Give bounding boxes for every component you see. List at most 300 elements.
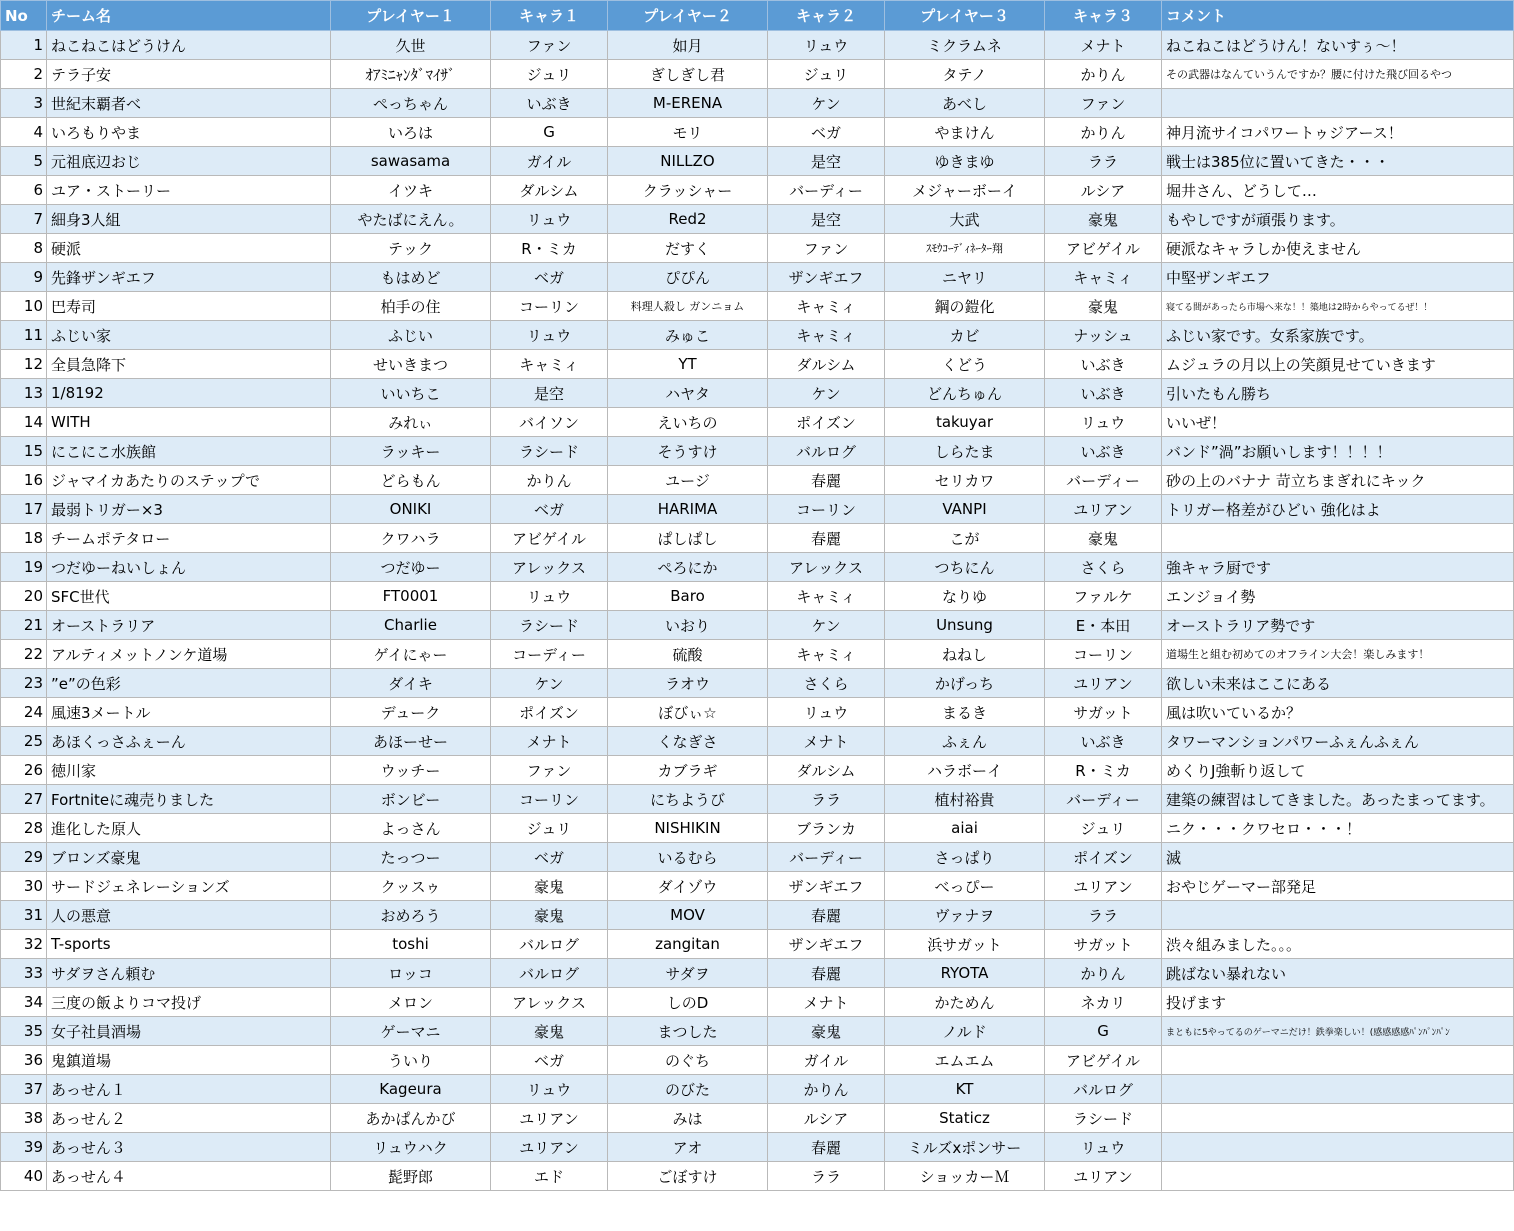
cell-no: 39	[1, 1133, 47, 1162]
cell-no: 9	[1, 263, 47, 292]
table-row	[1, 1017, 1514, 1046]
cell-character-1: いぶき	[491, 89, 608, 118]
cell-player-3: なりゆ	[885, 582, 1045, 611]
cell-no: 33	[1, 959, 47, 988]
table-row	[1, 89, 1514, 118]
cell-team-name: あっせん３	[47, 1133, 331, 1162]
cell-player-3: ヴァナヲ	[885, 901, 1045, 930]
cell-character-3: 豪鬼	[1045, 292, 1162, 321]
cell-team-name: 細身3人組	[47, 205, 331, 234]
cell-character-3: ルシア	[1045, 176, 1162, 205]
cell-player-3: ねねし	[885, 640, 1045, 669]
cell-character-3: ファン	[1045, 89, 1162, 118]
header-row	[1, 1, 1514, 31]
cell-team-name: 進化した原人	[47, 814, 331, 843]
cell-team-name: 女子社員酒場	[47, 1017, 331, 1046]
cell-character-2: ケン	[768, 379, 885, 408]
table-row	[1, 408, 1514, 437]
cell-player-1: どらもん	[331, 466, 491, 495]
cell-player-1: ういり	[331, 1046, 491, 1075]
table-row	[1, 292, 1514, 321]
cell-player-1: Kageura	[331, 1075, 491, 1104]
cell-character-1: コーリン	[491, 785, 608, 814]
header-player-1: プレイヤー１	[331, 1, 491, 31]
cell-player-2: クラッシャー	[608, 176, 768, 205]
cell-no: 15	[1, 437, 47, 466]
cell-player-2: ダイゾウ	[608, 872, 768, 901]
cell-character-3: ジュリ	[1045, 814, 1162, 843]
table-row	[1, 350, 1514, 379]
cell-player-3: ハラボーイ	[885, 756, 1045, 785]
cell-player-2: ぺろにか	[608, 553, 768, 582]
cell-comment: 欲しい未来はここにある	[1162, 669, 1514, 698]
cell-no: 19	[1, 553, 47, 582]
cell-character-1: ジュリ	[491, 60, 608, 89]
table-row	[1, 814, 1514, 843]
cell-player-1: デューク	[331, 698, 491, 727]
cell-player-1: ゲイにゃー	[331, 640, 491, 669]
cell-player-3: まるき	[885, 698, 1045, 727]
cell-no: 36	[1, 1046, 47, 1075]
cell-character-3: ファルケ	[1045, 582, 1162, 611]
cell-character-3: かりん	[1045, 118, 1162, 147]
cell-character-1: G	[491, 118, 608, 147]
cell-player-1: 柏手の住	[331, 292, 491, 321]
cell-comment	[1162, 1104, 1514, 1133]
cell-player-1: クワハラ	[331, 524, 491, 553]
cell-comment: ニク・・・クワセロ・・・！	[1162, 814, 1514, 843]
cell-character-2: 是空	[768, 147, 885, 176]
cell-no: 27	[1, 785, 47, 814]
cell-character-2: ザンギエフ	[768, 263, 885, 292]
table-row	[1, 959, 1514, 988]
cell-character-1: バイソン	[491, 408, 608, 437]
table-row	[1, 1133, 1514, 1162]
cell-comment	[1162, 524, 1514, 553]
cell-player-2: まつした	[608, 1017, 768, 1046]
cell-comment: もやしですが頑張ります。	[1162, 205, 1514, 234]
cell-no: 4	[1, 118, 47, 147]
cell-no: 20	[1, 582, 47, 611]
cell-comment: その武器はなんていうんですか？腰に付けた飛び回るやつ	[1162, 60, 1514, 89]
cell-comment: 投げます	[1162, 988, 1514, 1017]
cell-player-3: ゆきまゆ	[885, 147, 1045, 176]
cell-team-name: 元祖底辺おじ	[47, 147, 331, 176]
cell-player-1: やたばにえん。	[331, 205, 491, 234]
cell-no: 3	[1, 89, 47, 118]
cell-character-1: ベガ	[491, 495, 608, 524]
cell-comment: 戦士は385位に置いてきた・・・	[1162, 147, 1514, 176]
table-row	[1, 60, 1514, 89]
cell-player-3: ミルズxポンサー	[885, 1133, 1045, 1162]
cell-character-2: 春麗	[768, 524, 885, 553]
cell-player-3: ノルド	[885, 1017, 1045, 1046]
cell-comment: 跳ばない暴れない	[1162, 959, 1514, 988]
cell-player-3: ミクラムネ	[885, 31, 1045, 60]
cell-player-3: かためん	[885, 988, 1045, 1017]
cell-character-2: ダルシム	[768, 756, 885, 785]
cell-player-1: ぺっちゃん	[331, 89, 491, 118]
cell-player-1: ボンビー	[331, 785, 491, 814]
cell-character-3: サガット	[1045, 698, 1162, 727]
cell-character-3: バルログ	[1045, 1075, 1162, 1104]
cell-character-2: かりん	[768, 1075, 885, 1104]
cell-no: 24	[1, 698, 47, 727]
cell-player-1: メロン	[331, 988, 491, 1017]
cell-player-2: 料理人殺し ガンニョム	[608, 292, 768, 321]
cell-player-3: ｽﾓｳｺｰﾃﾞｨﾈｰﾀｰ翔	[885, 234, 1045, 263]
cell-comment: 堀井さん、どうして…	[1162, 176, 1514, 205]
cell-player-1: みれぃ	[331, 408, 491, 437]
cell-player-2: zangitan	[608, 930, 768, 959]
cell-character-2: アレックス	[768, 553, 885, 582]
cell-character-2: メナト	[768, 988, 885, 1017]
cell-character-1: リュウ	[491, 321, 608, 350]
cell-character-2: バーディー	[768, 843, 885, 872]
cell-no: 35	[1, 1017, 47, 1046]
header-character-2: キャラ２	[768, 1, 885, 31]
table-row	[1, 234, 1514, 263]
cell-comment: 風は吹いているか？	[1162, 698, 1514, 727]
cell-team-name: あっせん２	[47, 1104, 331, 1133]
cell-player-3: 大武	[885, 205, 1045, 234]
cell-character-2: さくら	[768, 669, 885, 698]
cell-comment: 建築の練習はしてきました。あったまってます。	[1162, 785, 1514, 814]
cell-no: 38	[1, 1104, 47, 1133]
cell-character-1: 是空	[491, 379, 608, 408]
cell-player-2: ぼびぃ☆	[608, 698, 768, 727]
cell-team-name: アルティメットノンケ道場	[47, 640, 331, 669]
cell-character-2: 春麗	[768, 1133, 885, 1162]
cell-character-1: アビゲイル	[491, 524, 608, 553]
cell-no: 32	[1, 930, 47, 959]
cell-character-3: キャミィ	[1045, 263, 1162, 292]
table-row	[1, 437, 1514, 466]
cell-player-1: ｵｱﾐﾆｬﾝﾀﾞﾏｲｻﾞ	[331, 60, 491, 89]
cell-team-name: 1/8192	[47, 379, 331, 408]
cell-character-1: ラシード	[491, 437, 608, 466]
cell-player-1: クッスゥ	[331, 872, 491, 901]
cell-character-3: リュウ	[1045, 408, 1162, 437]
table-row	[1, 582, 1514, 611]
cell-no: 14	[1, 408, 47, 437]
cell-character-2: ケン	[768, 89, 885, 118]
cell-player-1: イツキ	[331, 176, 491, 205]
cell-character-2: 春麗	[768, 959, 885, 988]
cell-team-name: サダヲさん頼む	[47, 959, 331, 988]
table-row	[1, 872, 1514, 901]
cell-character-2: ブランカ	[768, 814, 885, 843]
cell-character-1: ガイル	[491, 147, 608, 176]
cell-player-3: takuyar	[885, 408, 1045, 437]
cell-character-3: ユリアン	[1045, 495, 1162, 524]
cell-player-1: おめろう	[331, 901, 491, 930]
cell-player-1: つだゆー	[331, 553, 491, 582]
cell-player-2: HARIMA	[608, 495, 768, 524]
cell-character-1: ベガ	[491, 843, 608, 872]
cell-no: 6	[1, 176, 47, 205]
cell-character-3: ポイズン	[1045, 843, 1162, 872]
cell-character-2: ポイズン	[768, 408, 885, 437]
header-player-2: プレイヤー２	[608, 1, 768, 31]
cell-player-2: ぎしぎし君	[608, 60, 768, 89]
cell-character-2: コーリン	[768, 495, 885, 524]
table-row	[1, 669, 1514, 698]
cell-comment: ふじい家です。女系家族です。	[1162, 321, 1514, 350]
cell-team-name: ねこねこはどうけん	[47, 31, 331, 60]
cell-player-3: やまけん	[885, 118, 1045, 147]
cell-player-3: あべし	[885, 89, 1045, 118]
cell-player-2: みゅこ	[608, 321, 768, 350]
cell-player-2: のぐち	[608, 1046, 768, 1075]
cell-character-2: メナト	[768, 727, 885, 756]
cell-player-2: そうすけ	[608, 437, 768, 466]
cell-comment: おやじゲーマー部発足	[1162, 872, 1514, 901]
cell-comment: タワーマンションパワーふぇんふぇん	[1162, 727, 1514, 756]
cell-no: 11	[1, 321, 47, 350]
cell-character-3: G	[1045, 1017, 1162, 1046]
header-character-3: キャラ３	[1045, 1, 1162, 31]
cell-player-2: ぱしぱし	[608, 524, 768, 553]
cell-comment	[1162, 1162, 1514, 1191]
cell-player-1: ウッチー	[331, 756, 491, 785]
cell-team-name: チームポテタロー	[47, 524, 331, 553]
cell-character-1: リュウ	[491, 205, 608, 234]
cell-player-1: いいちこ	[331, 379, 491, 408]
cell-player-3: べっぴー	[885, 872, 1045, 901]
cell-no: 23	[1, 669, 47, 698]
cell-comment: 強キャラ厨です	[1162, 553, 1514, 582]
cell-team-name: 先鋒ザンギエフ	[47, 263, 331, 292]
cell-player-2: YT	[608, 350, 768, 379]
cell-no: 28	[1, 814, 47, 843]
cell-comment: 寝てる間があったら市場へ来な！！築地は2時からやってるぜ！！	[1162, 292, 1514, 321]
cell-character-3: アビゲイル	[1045, 234, 1162, 263]
cell-no: 16	[1, 466, 47, 495]
cell-character-2: バーディー	[768, 176, 885, 205]
cell-player-3: エムエム	[885, 1046, 1045, 1075]
cell-character-1: 豪鬼	[491, 872, 608, 901]
cell-player-1: sawasama	[331, 147, 491, 176]
cell-character-3: ララ	[1045, 147, 1162, 176]
cell-character-1: バルログ	[491, 930, 608, 959]
cell-player-2: ユージ	[608, 466, 768, 495]
table-row	[1, 843, 1514, 872]
cell-character-1: メナト	[491, 727, 608, 756]
table-row	[1, 495, 1514, 524]
cell-team-name: サードジェネレーションズ	[47, 872, 331, 901]
table-row	[1, 553, 1514, 582]
cell-character-2: バルログ	[768, 437, 885, 466]
cell-character-3: ユリアン	[1045, 1162, 1162, 1191]
cell-character-3: ナッシュ	[1045, 321, 1162, 350]
cell-character-3: かりん	[1045, 959, 1162, 988]
cell-no: 5	[1, 147, 47, 176]
cell-comment	[1162, 1046, 1514, 1075]
cell-player-1: ふじい	[331, 321, 491, 350]
table-row	[1, 118, 1514, 147]
table-row	[1, 31, 1514, 60]
cell-character-3: ララ	[1045, 901, 1162, 930]
cell-player-3: こが	[885, 524, 1045, 553]
cell-team-name: ふじい家	[47, 321, 331, 350]
cell-character-3: ユリアン	[1045, 872, 1162, 901]
cell-character-3: アビゲイル	[1045, 1046, 1162, 1075]
cell-player-3: しらたま	[885, 437, 1045, 466]
cell-character-1: エド	[491, 1162, 608, 1191]
cell-player-1: ロッコ	[331, 959, 491, 988]
cell-team-name: あっせん４	[47, 1162, 331, 1191]
cell-character-2: キャミィ	[768, 582, 885, 611]
cell-no: 8	[1, 234, 47, 263]
cell-team-name: Fortniteに魂売りました	[47, 785, 331, 814]
cell-character-1: ベガ	[491, 1046, 608, 1075]
cell-character-3: ラシード	[1045, 1104, 1162, 1133]
cell-player-1: ダイキ	[331, 669, 491, 698]
cell-team-name: SFC世代	[47, 582, 331, 611]
cell-player-3: 植村裕貴	[885, 785, 1045, 814]
cell-player-3: かげっち	[885, 669, 1045, 698]
cell-comment: 道場生と組む初めてのオフライン大会！楽しみます！	[1162, 640, 1514, 669]
table-row	[1, 640, 1514, 669]
cell-team-name: ブロンズ豪鬼	[47, 843, 331, 872]
cell-player-2: くなぎさ	[608, 727, 768, 756]
cell-character-3: R・ミカ	[1045, 756, 1162, 785]
table-row	[1, 524, 1514, 553]
cell-comment: いいぜ！	[1162, 408, 1514, 437]
cell-comment: 中堅ザンギエフ	[1162, 263, 1514, 292]
cell-character-3: ネカリ	[1045, 988, 1162, 1017]
cell-no: 12	[1, 350, 47, 379]
cell-comment	[1162, 89, 1514, 118]
cell-team-name: 鬼鎮道場	[47, 1046, 331, 1075]
cell-character-1: 豪鬼	[491, 901, 608, 930]
cell-team-name: つだゆーねいしょん	[47, 553, 331, 582]
cell-character-1: R・ミカ	[491, 234, 608, 263]
cell-player-1: よっさん	[331, 814, 491, 843]
cell-player-3: カビ	[885, 321, 1045, 350]
cell-character-2: ベガ	[768, 118, 885, 147]
table-row	[1, 1046, 1514, 1075]
cell-character-1: ラシード	[491, 611, 608, 640]
cell-character-1: ファン	[491, 756, 608, 785]
header-team-name: チーム名	[47, 1, 331, 31]
cell-character-2: ダルシム	[768, 350, 885, 379]
cell-character-2: ララ	[768, 785, 885, 814]
cell-comment	[1162, 901, 1514, 930]
cell-player-1: たっつー	[331, 843, 491, 872]
cell-player-1: 久世	[331, 31, 491, 60]
cell-character-3: かりん	[1045, 60, 1162, 89]
cell-character-3: いぶき	[1045, 727, 1162, 756]
cell-character-1: コーディー	[491, 640, 608, 669]
cell-character-2: 豪鬼	[768, 1017, 885, 1046]
cell-character-3: いぶき	[1045, 437, 1162, 466]
cell-character-3: 豪鬼	[1045, 205, 1162, 234]
table-row	[1, 379, 1514, 408]
cell-character-2: ジュリ	[768, 60, 885, 89]
cell-no: 17	[1, 495, 47, 524]
header-player-3: プレイヤー３	[885, 1, 1045, 31]
cell-team-name: 三度の飯よりコマ投げ	[47, 988, 331, 1017]
cell-player-2: アオ	[608, 1133, 768, 1162]
cell-team-name: 最弱トリガー×3	[47, 495, 331, 524]
cell-character-1: リュウ	[491, 582, 608, 611]
cell-player-3: KT	[885, 1075, 1045, 1104]
cell-player-2: 如月	[608, 31, 768, 60]
cell-comment: 硬派なキャラしか使えません	[1162, 234, 1514, 263]
cell-no: 21	[1, 611, 47, 640]
cell-character-1: かりん	[491, 466, 608, 495]
cell-player-1: FT0001	[331, 582, 491, 611]
cell-no: 2	[1, 60, 47, 89]
cell-player-2: カブラギ	[608, 756, 768, 785]
cell-player-2: Baro	[608, 582, 768, 611]
cell-player-2: ラオウ	[608, 669, 768, 698]
table-row	[1, 176, 1514, 205]
cell-no: 22	[1, 640, 47, 669]
cell-no: 10	[1, 292, 47, 321]
cell-character-2: リュウ	[768, 698, 885, 727]
cell-player-3: ニヤリ	[885, 263, 1045, 292]
cell-no: 40	[1, 1162, 47, 1191]
cell-character-1: ダルシム	[491, 176, 608, 205]
cell-team-name: テラ子安	[47, 60, 331, 89]
cell-character-2: キャミィ	[768, 321, 885, 350]
table-row	[1, 756, 1514, 785]
cell-character-2: ララ	[768, 1162, 885, 1191]
cell-comment	[1162, 1075, 1514, 1104]
cell-player-1: せいきまつ	[331, 350, 491, 379]
cell-player-1: ラッキー	[331, 437, 491, 466]
cell-player-2: のびた	[608, 1075, 768, 1104]
cell-comment: めくりJ強斬り返して	[1162, 756, 1514, 785]
cell-no: 25	[1, 727, 47, 756]
cell-character-3: リュウ	[1045, 1133, 1162, 1162]
cell-no: 31	[1, 901, 47, 930]
table-row	[1, 901, 1514, 930]
cell-player-2: Red2	[608, 205, 768, 234]
cell-player-2: サダヲ	[608, 959, 768, 988]
cell-player-2: いるむら	[608, 843, 768, 872]
cell-player-1: テック	[331, 234, 491, 263]
cell-no: 1	[1, 31, 47, 60]
cell-character-2: 春麗	[768, 901, 885, 930]
cell-player-2: みは	[608, 1104, 768, 1133]
cell-no: 18	[1, 524, 47, 553]
cell-character-3: コーリン	[1045, 640, 1162, 669]
cell-character-2: ガイル	[768, 1046, 885, 1075]
cell-character-2: ルシア	[768, 1104, 885, 1133]
cell-character-3: 豪鬼	[1045, 524, 1162, 553]
cell-player-3: ふぇん	[885, 727, 1045, 756]
cell-player-3: セリカワ	[885, 466, 1045, 495]
cell-player-2: NILLZO	[608, 147, 768, 176]
cell-no: 26	[1, 756, 47, 785]
cell-player-2: モリ	[608, 118, 768, 147]
cell-player-2: 硫酸	[608, 640, 768, 669]
cell-character-1: ケン	[491, 669, 608, 698]
cell-team-name: いろもりやま	[47, 118, 331, 147]
cell-character-3: メナト	[1045, 31, 1162, 60]
cell-player-3: メジャーボーイ	[885, 176, 1045, 205]
cell-character-3: バーディー	[1045, 466, 1162, 495]
cell-character-3: サガット	[1045, 930, 1162, 959]
table-row	[1, 785, 1514, 814]
cell-character-2: キャミィ	[768, 292, 885, 321]
cell-comment	[1162, 1133, 1514, 1162]
cell-comment: 滅	[1162, 843, 1514, 872]
